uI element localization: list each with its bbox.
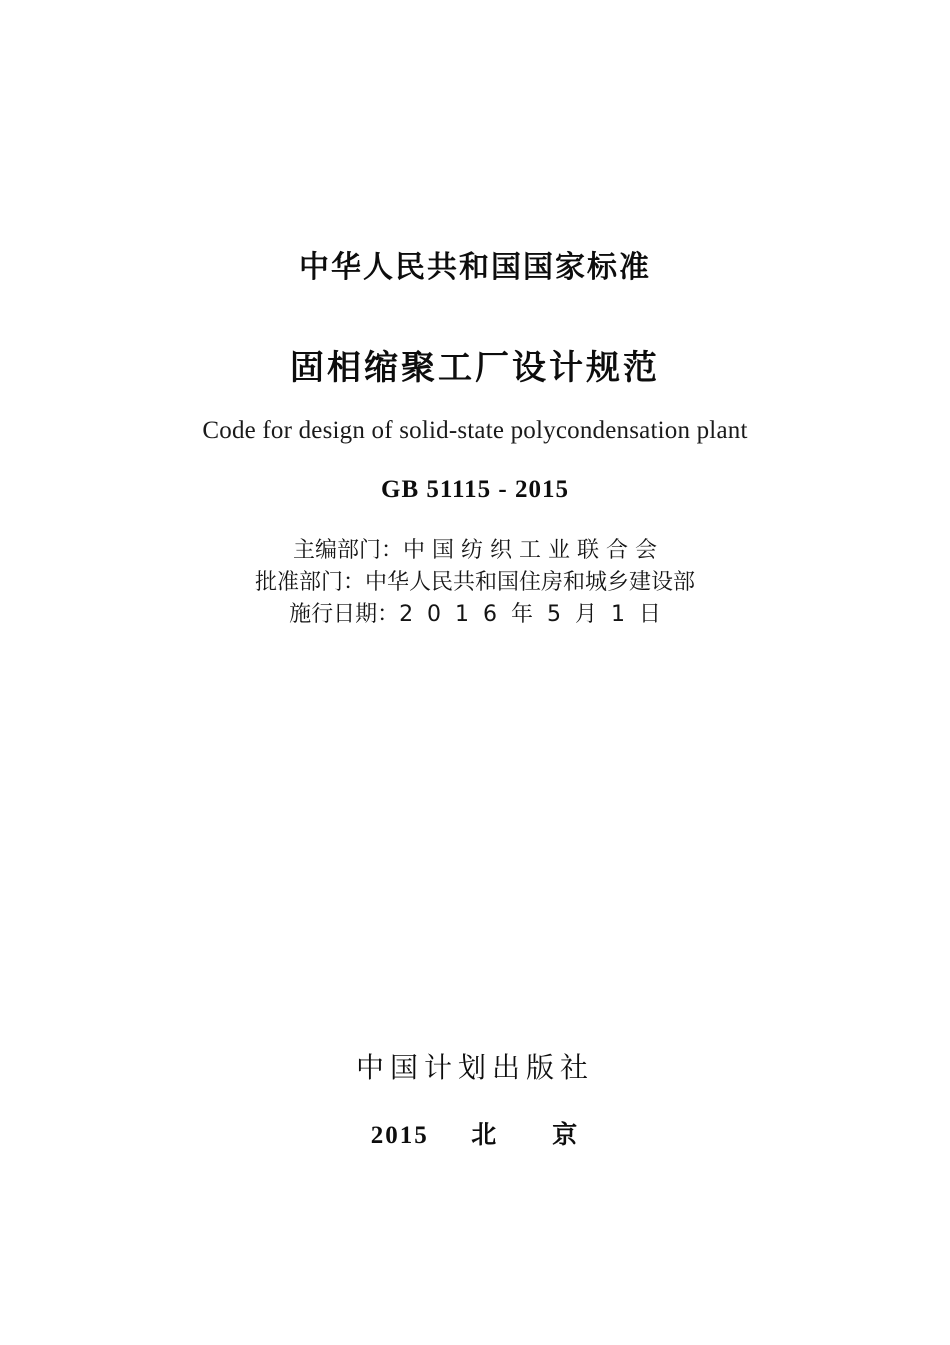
publisher-name: 中国计划出版社 [355,1051,594,1084]
metadata-row-editing-department: 主编部门：中 国 纺 织 工 业 联 合 会 [293,538,657,563]
publication-year-city [0,1115,950,1151]
publication-year: 2015 [370,1122,429,1149]
standard-organization-line: 中华人民共和国国家标准 [299,250,651,285]
metadata-row-effective-date: 施行日期：2 0 1 6 年 5 月 1 日 [289,602,661,627]
english-subtitle: Code for design of solid-state polycondensation plant [202,417,748,444]
page-title: 固相缩聚工厂设计规范 [290,348,660,388]
publication-city: 北 京 [471,1122,580,1149]
metadata-row-approving-department: 批准部门：中华人民共和国住房和城乡建设部 [254,570,695,595]
metadata-block [0,535,950,631]
standard-code: GB 51115 - 2015 [381,476,569,503]
